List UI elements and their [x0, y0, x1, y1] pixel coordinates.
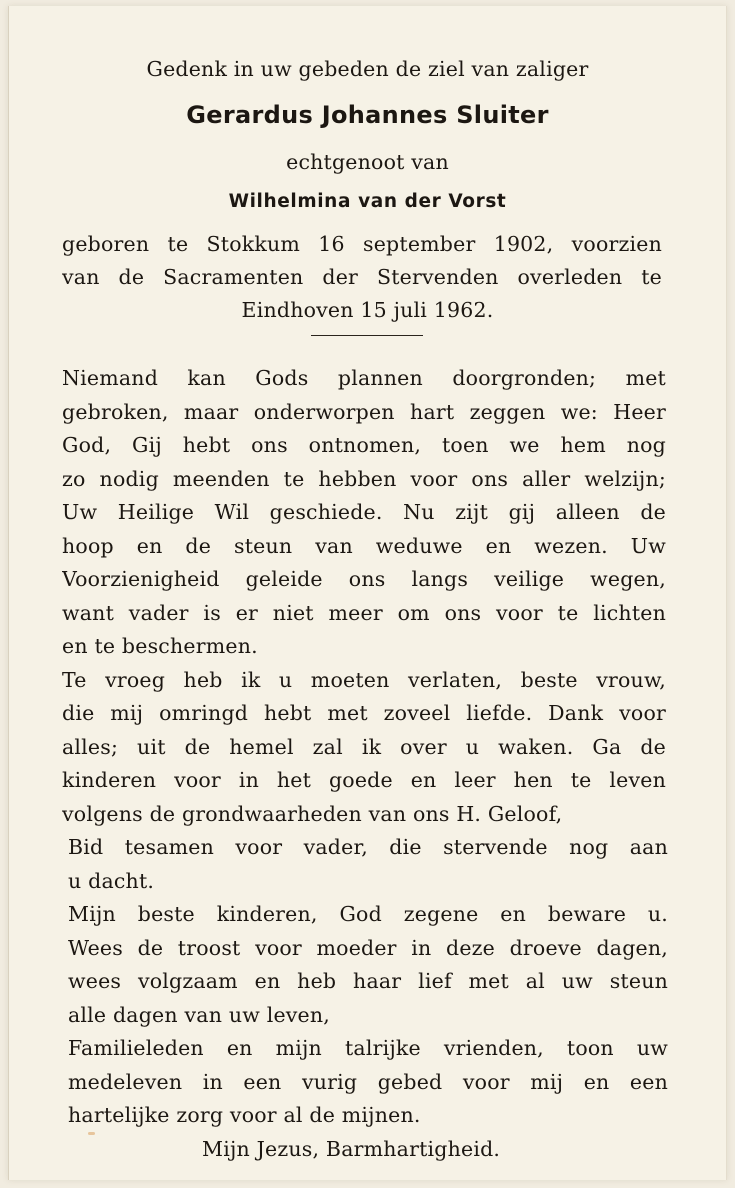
text-line: Mijn beste kinderen, God zegene en beware u.	[68, 902, 668, 926]
text-line: die mij omringd hebt met zoveel liefde. Dank voor	[62, 701, 666, 725]
text-line: volgens de grondwaarheden van ons H. Geloof,	[62, 802, 563, 826]
text-line: Familieleden en mijn talrijke vrienden, toon uw	[68, 1036, 668, 1060]
biography-line: van de Sacramenten der Stervenden overleden te	[62, 265, 662, 289]
divider-rule	[311, 335, 423, 336]
text-line: alles; uit de hemel zal ik over u waken. Ga de	[62, 735, 666, 759]
text-line: want vader is er niet meer om ons voor te lichten	[62, 601, 666, 625]
text-line: Uw Heilige Wil geschiede. Nu zijt gij alleen de	[62, 500, 666, 524]
text-line: alle dagen van uw leven,	[68, 1003, 331, 1027]
text-line: medeleven in een vurig gebed voor mij en een	[68, 1070, 668, 1094]
text-line: Wees de troost voor moeder in deze droeve dagen,	[68, 936, 668, 960]
closing-prayer: Mijn Jezus, Barmhartigheid.	[202, 1137, 501, 1161]
text-line: Niemand kan Gods plannen doorgronden; met	[62, 366, 666, 390]
relation-line: echtgenoot van	[286, 150, 449, 174]
intro-line: Gedenk in uw gebeden de ziel van zaliger	[146, 57, 589, 81]
paper-stain	[88, 1132, 95, 1135]
biography-line: geboren te Stokkum 16 september 1902, voorzien	[62, 232, 662, 256]
text-line: kinderen voor in het goede en leer hen te leven	[62, 768, 666, 792]
text-line: Te vroeg heb ik u moeten verlaten, beste vrouw,	[62, 668, 666, 692]
text-line: hoop en de steun van weduwe en wezen. Uw	[62, 534, 666, 558]
text-line: en te beschermen.	[62, 634, 258, 658]
text-line: Voorzienigheid geleide ons langs veilige wegen,	[62, 567, 666, 591]
text-line: Bid tesamen voor vader, die stervende nog aan	[68, 835, 668, 859]
text-line: gebroken, maar onderworpen hart zeggen we: Heer	[62, 400, 666, 424]
spouse-name: Wilhelmina van der Vorst	[228, 191, 507, 212]
deceased-name: Gerardus Johannes Sluiter	[186, 101, 549, 129]
text-line: hartelijke zorg voor al de mijnen.	[68, 1103, 421, 1127]
biography-line: Eindhoven 15 juli 1962.	[241, 298, 494, 322]
text-line: zo nodig meenden te hebben voor ons aller welzijn;	[62, 467, 666, 491]
text-line: u dacht.	[68, 869, 155, 893]
text-line: wees volgzaam en heb haar lief met al uw steun	[68, 969, 668, 993]
text-line: God, Gij hebt ons ontnomen, toen we hem nog	[62, 433, 666, 457]
